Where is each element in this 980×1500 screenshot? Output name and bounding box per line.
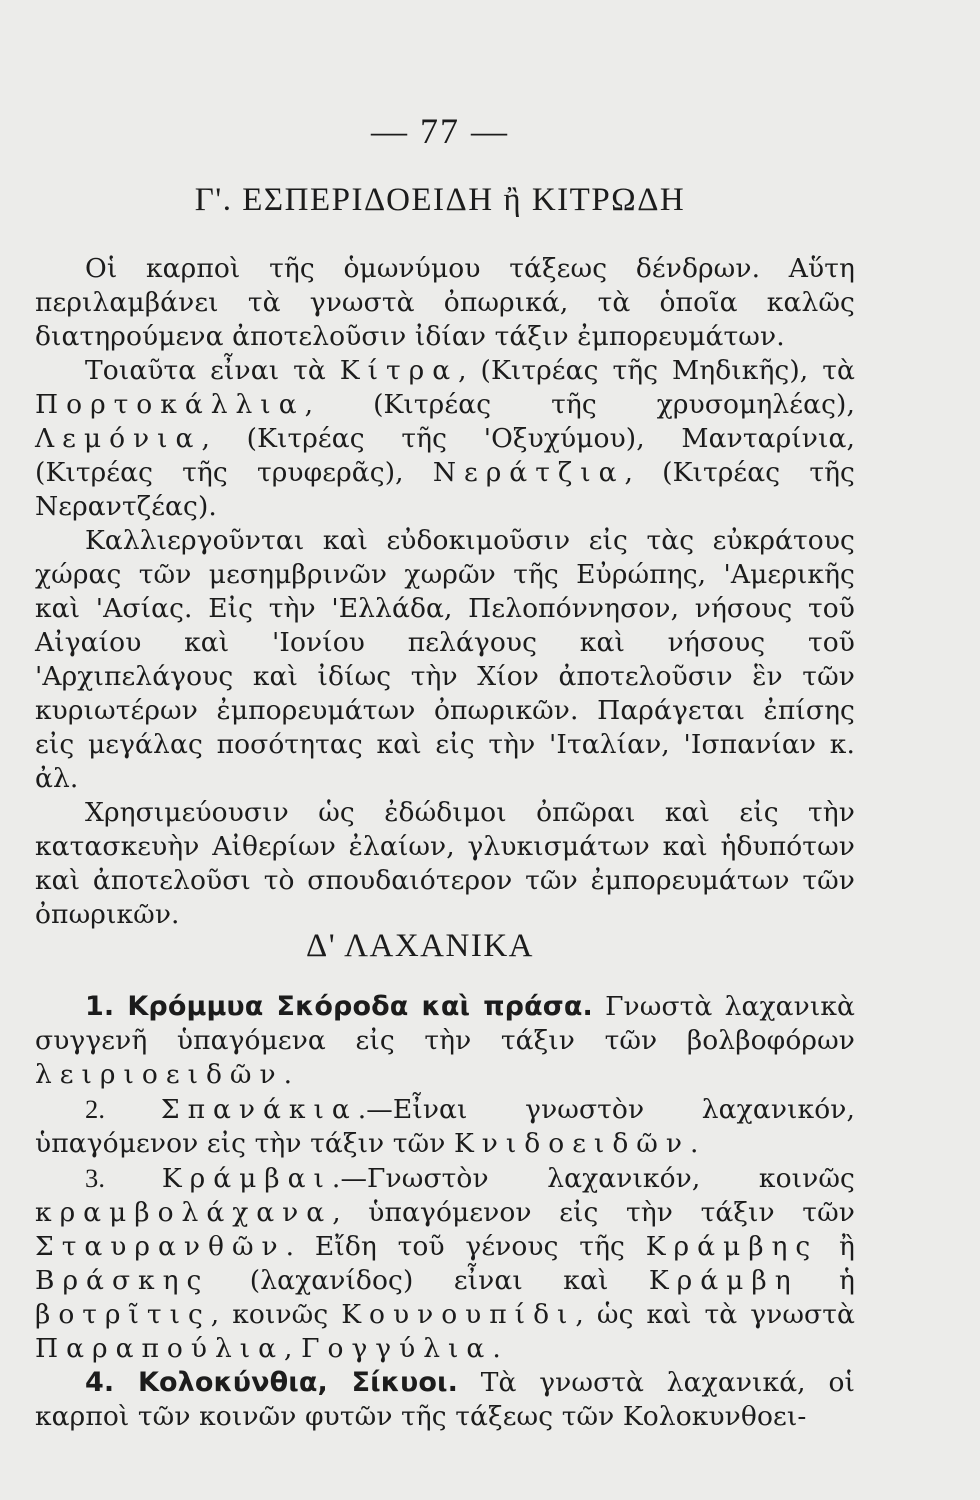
term-stavranthon: Σταυρανθῶν (35, 1231, 286, 1262)
text-run: Τοιαῦτα εἶναι τὰ (85, 355, 340, 386)
term-portokalia: Πορτοκάλλια (35, 389, 305, 420)
text-run: , (Κιτρέας τῆς Νεραντζέας). (35, 457, 856, 522)
item-heading: 1. Κρόμμυα Σκόροδα καὶ πράσα. (85, 991, 593, 1022)
term-krambis: Κράμβης (645, 1231, 819, 1262)
term-gongylia: Γογγύλια (301, 1333, 493, 1364)
text-run: . (690, 1128, 699, 1159)
term-kitra: Κίτρα (339, 355, 459, 386)
paragraph-cultivation: Καλλιεργοῦνται καὶ εὐδοκιμοῦσιν εἰς τὰς εὐκράτους χώρας τῶν μεσημβρινῶν χωρῶν τῆς Εὐρώπης, 'Αμερικῆς καὶ 'Ασίας. Εἰς τὴν 'Ελλάδα, Πελοπόννησον, νήσους τοῦ Αἰγαίου καὶ 'Ιονίου πελάγους καὶ νήσους τοῦ 'Αρχιπελάγους καὶ ἰδίως τὴν Χίον ἀποτελοῦσιν ἓν τῶν κυριωτέρων ἐμπορευμάτων ὀπωρικῶν. Παράγεται ἐπίσης εἰς μεγάλας ποσότητας καὶ εἰς τὴν 'Ιταλίαν, 'Ισπανίαν κ. ἀλ. (35, 525, 855, 794)
item-cabbages (35, 1161, 855, 1366)
text-run: , (Κιτρέας τῆς Μηδικῆς), τὰ (458, 355, 855, 386)
item-number: 2. (85, 1094, 161, 1124)
section-heading-citrus: Γ'. ΕΣΠΕΡΙΔΟΕΙΔΗ ἢ ΚΙΤΡΩΔΗ (194, 182, 686, 218)
text-run: , (284, 1333, 302, 1364)
text-run: Γνωστὰ λαχανικὰ συγγενῆ ὑπαγόμενα εἰς τὴν τάξιν τῶν βολβοφόρων (35, 991, 855, 1056)
item-number: 3. (85, 1163, 162, 1193)
term-kounoupidi: Κουνουπίδι (341, 1299, 576, 1330)
text-run: , ὑπαγόμενον εἰς τὴν τάξιν τῶν (332, 1197, 855, 1228)
text-run: . (283, 1059, 293, 1090)
text-run: ἡ (798, 1265, 855, 1296)
vegetables-section-body (35, 990, 855, 1434)
page-number: — 77 — (371, 111, 509, 151)
term-kramvi: Κράμβη (648, 1265, 799, 1296)
term-vraskis: Βράσκης (35, 1265, 210, 1296)
term-votritis: βοτρῖτις (35, 1299, 211, 1330)
term-parapoulia: Παραπούλια (35, 1333, 285, 1364)
item-spinach (35, 1092, 855, 1161)
text-run: , (Κιτρέας τῆς 'Οξυχύμου), Μανταρίνια, (Κιτρέας τῆς τρυφερᾶς), (35, 423, 855, 488)
text-run: , κοινῶς (210, 1299, 342, 1330)
term-leirioeidon: λειριοειδῶν (35, 1059, 284, 1090)
paragraph-intro: Οἱ καρποὶ τῆς ὁμωνύμου τάξεως δένδρων. Αὕτη περιλαμβάνει τὰ γνωστὰ ὀπωρικά, τὰ ὁποῖα καλῶς διατηρούμενα ἀποτελοῦσιν ἰδίαν τάξιν ἐμπορευμάτων. (35, 253, 855, 352)
text-run: ἢ (818, 1231, 855, 1262)
item-squash-cucumbers (35, 1366, 855, 1434)
text-run: . Εἴδη τοῦ γένους τῆς (285, 1231, 646, 1262)
term-krambolachana: κραμβολάχανα (35, 1197, 333, 1228)
paragraph-uses: Χρησιμεύουσιν ὡς ἐδώδιμοι ὀπῶραι καὶ εἰς τὴν κατασκευὴν Αἰθερίων ἐλαίων, γλυκισμάτων καὶ ἡδυπότων καὶ ἀποτελοῦσι τὸ σπουδαιότερον τῶν ἐμπορευμάτων τῶν ὀπωρικῶν. (35, 797, 855, 930)
text-run: Τὰ γνωστὰ λαχανικά, οἱ καρποὶ τῶν κοινῶν φυτῶν τῆς τάξεως τῶν Κολοκυνθοει- (35, 1367, 855, 1432)
item-heading: 4. Κολοκύνθια, Σίκυοι. (85, 1367, 458, 1398)
term-lemonia: Λεμόνια (35, 423, 202, 454)
text-run: . (492, 1333, 501, 1364)
text-run: .—Εἶναι γνωστὸν λαχανικόν, ὑπαγόμενον εἰς τὴν τάξιν τῶν (35, 1094, 855, 1159)
citrus-section-body (35, 252, 855, 932)
item-onions-garlic-leeks (35, 990, 855, 1092)
term-neratzia: Νεράτζια (432, 457, 625, 488)
text-run: (λαχανίδος) εἶναι καὶ (209, 1265, 649, 1296)
term-krambai: Κράμβαι (161, 1163, 332, 1194)
text-run: , ὡς καὶ τὰ γνωστὰ (575, 1299, 855, 1330)
section-heading-vegetables: Δ' ΛΑΧΑΝΙΚΑ (305, 928, 534, 964)
text-run: , (Κιτρέας τῆς χρυσομηλέας), (304, 389, 855, 420)
text-run: .—Γνωστὸν λαχανικόν, κοινῶς (331, 1163, 855, 1194)
term-spanakia: Σπανάκια (160, 1094, 358, 1125)
term-knidoeidon: Κνιδοειδῶν (454, 1128, 690, 1159)
paragraph-citrus-kinds (35, 354, 855, 524)
